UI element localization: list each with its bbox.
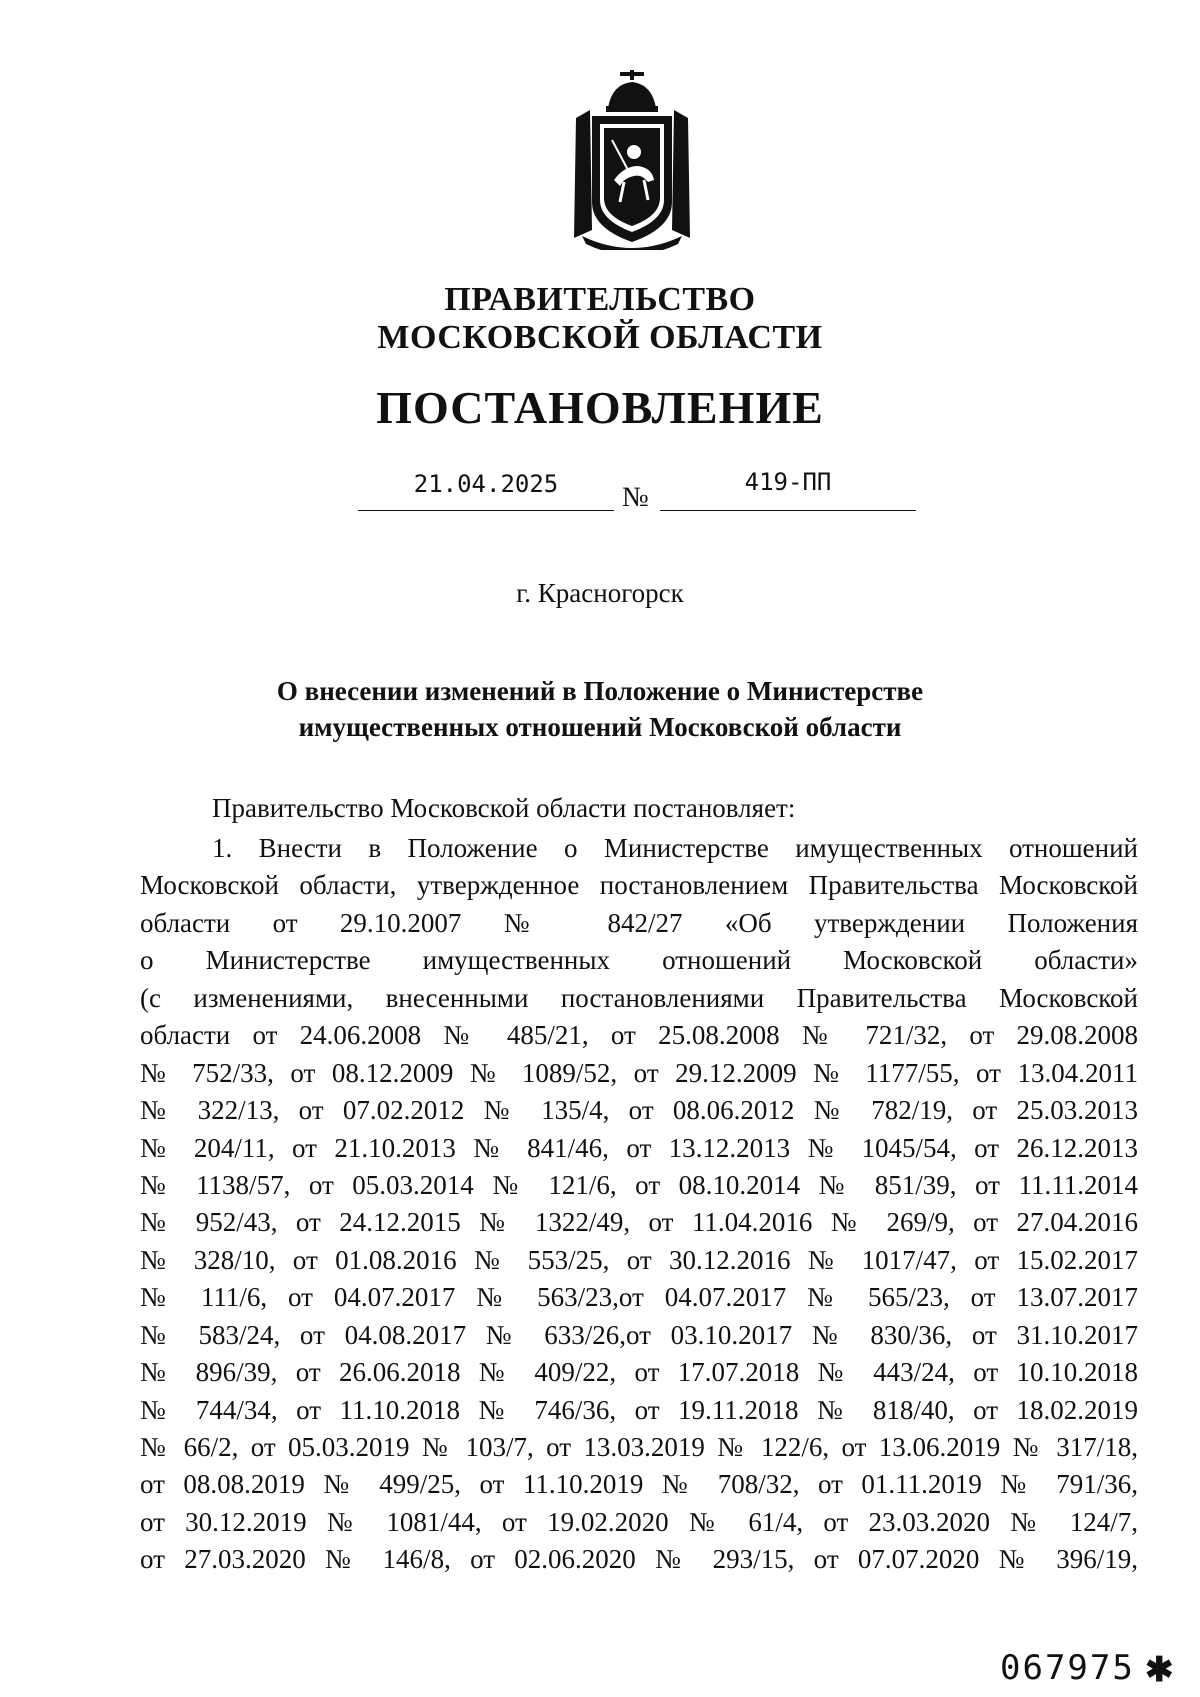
document-number: 419-ПП bbox=[744, 468, 832, 496]
asterisk-mark-icon: ✱ bbox=[1145, 1652, 1174, 1689]
body-line: № 896/39, от 26.06.2018 № 409/22, от 17.07.2018 № 443/24, от 10.10.2018 bbox=[140, 1357, 1138, 1388]
body-line: от 27.03.2020 № 146/8, от 02.06.2020 № 293/15, от 07.07.2020 № 396/19, bbox=[140, 1544, 1138, 1575]
body-line: № 322/13, от 07.02.2012 № 135/4, от 08.06.2012 № 782/19, от 25.03.2013 bbox=[140, 1095, 1138, 1126]
number-sign: № bbox=[622, 482, 649, 513]
body-line: № 1138/57, от 05.03.2014 № 121/6, от 08.10.2014 № 851/39, от 11.11.2014 bbox=[140, 1169, 1138, 1200]
number-underline bbox=[660, 510, 916, 511]
body-line: области от 24.06.2008 № 485/21, от 25.08.2008 № 721/32, от 29.08.2008 bbox=[140, 1020, 1138, 1051]
subject-line2: имущественных отношений Московской области bbox=[298, 712, 902, 742]
preamble-text: Правительство Московской области постановляет: bbox=[212, 793, 796, 823]
document-type-title: ПОСТАНОВЛЕНИЕ bbox=[376, 382, 824, 433]
document-date: 21.04.2025 bbox=[413, 470, 559, 498]
organization-name-line1: ПРАВИТЕЛЬСТВО bbox=[444, 281, 756, 318]
body-line: № 752/33, от 08.12.2009 № 1089/52, от 29.12.2009 № 1177/55, от 13.04.2011 bbox=[140, 1057, 1138, 1088]
body-line: Московской области, утвержденное постановлением Правительства Московской bbox=[140, 870, 1138, 901]
serial-number: 067975 bbox=[1000, 1648, 1135, 1688]
body-line: № 66/2, от 05.03.2019 № 103/7, от 13.03.2019 № 122/6, от 13.06.2019 № 317/18, bbox=[140, 1432, 1138, 1462]
subject-line1: О внесении изменений в Положение о Министерстве bbox=[276, 676, 924, 706]
body-line: № 952/43, от 24.12.2015 № 1322/49, от 11.04.2016 № 269/9, от 27.04.2016 bbox=[140, 1207, 1138, 1238]
resolution-body bbox=[140, 830, 1138, 1579]
coat-of-arms-emblem bbox=[568, 70, 696, 250]
body-line: № 111/6, от 04.07.2017 № 563/23,от 04.07.2017 № 565/23, от 13.07.2017 bbox=[140, 1282, 1138, 1313]
body-line: № 744/34, от 11.10.2018 № 746/36, от 19.11.2018 № 818/40, от 18.02.2019 bbox=[140, 1394, 1138, 1425]
body-line: 1. Внести в Положение о Министерстве имущественных отношений bbox=[212, 833, 1138, 863]
body-line: № 204/11, от 21.10.2013 № 841/46, от 13.12.2013 № 1045/54, от 26.12.2013 bbox=[140, 1132, 1138, 1163]
body-line: о Министерстве имущественных отношений Московской области» bbox=[140, 945, 1138, 976]
body-line: от 30.12.2019 № 1081/44, от 19.02.2020 № 61/4, от 23.03.2020 № 124/7, bbox=[140, 1506, 1138, 1537]
body-line: области от 29.10.2007 № 842/27 «Об утверждении Положения bbox=[140, 907, 1138, 938]
date-underline bbox=[358, 510, 614, 511]
organization-name-line2: МОСКОВСКОЙ ОБЛАСТИ bbox=[377, 319, 823, 356]
body-line: № 583/24, от 04.08.2017 № 633/26,от 03.10.2017 № 830/36, от 31.10.2017 bbox=[140, 1319, 1138, 1350]
body-line: № 328/10, от 01.08.2016 № 553/25, от 30.12.2016 № 1017/47, от 15.02.2017 bbox=[140, 1244, 1138, 1275]
body-line: от 08.08.2019 № 499/25, от 11.10.2019 № 708/32, от 01.11.2019 № 791/36, bbox=[140, 1469, 1138, 1500]
issue-city: г. Красногорск bbox=[516, 578, 684, 608]
body-line: (с изменениями, внесенными постановлениями Правительства Московской bbox=[140, 982, 1138, 1013]
